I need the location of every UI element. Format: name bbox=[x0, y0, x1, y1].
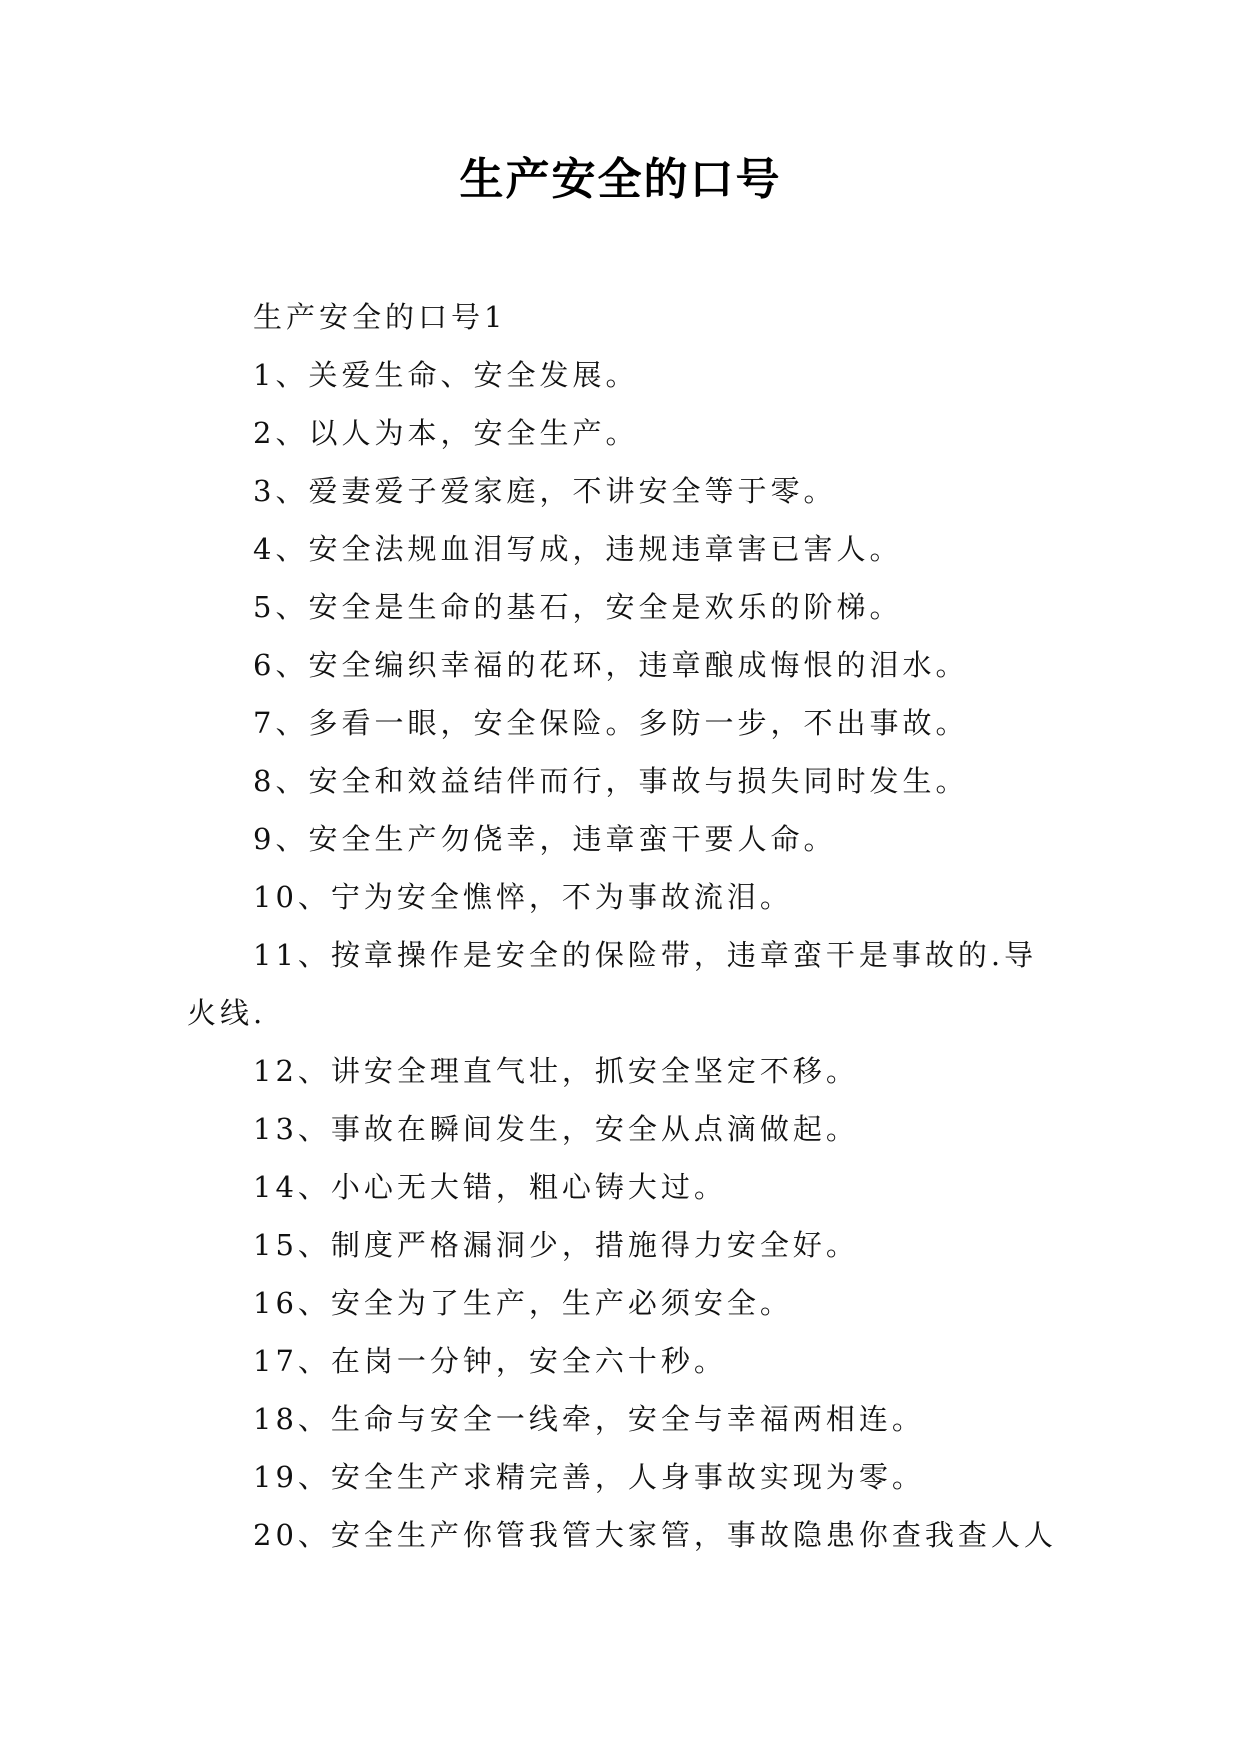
slogan-item: 20、安全生产你管我管大家管，事故隐患你查我查人人 bbox=[253, 1518, 1057, 1552]
slogan-item: 12、讲安全理直气壮，抓安全坚定不移。 bbox=[253, 1054, 859, 1088]
slogan-item: 5、安全是生命的基石，安全是欢乐的阶梯。 bbox=[253, 590, 903, 624]
slogan-item: 7、多看一眼，安全保险。多防一步，不出事故。 bbox=[253, 706, 969, 740]
slogan-item: 13、事故在瞬间发生，安全从点滴做起。 bbox=[253, 1112, 859, 1146]
slogan-item: 18、生命与安全一线牵，安全与幸福两相连。 bbox=[253, 1402, 925, 1436]
slogan-item: 2、以人为本，安全生产。 bbox=[253, 416, 639, 450]
slogan-item: 14、小心无大错，粗心铸大过。 bbox=[253, 1170, 727, 1204]
slogan-item: 15、制度严格漏洞少，措施得力安全好。 bbox=[253, 1228, 859, 1262]
slogan-item: 6、安全编织幸福的花环，违章酿成悔恨的泪水。 bbox=[253, 648, 969, 682]
slogan-item: 8、安全和效益结伴而行，事故与损失同时发生。 bbox=[253, 764, 969, 798]
slogan-item: 11、按章操作是安全的保险带，违章蛮干是事故的.导火线. bbox=[187, 938, 1038, 1030]
slogan-item: 4、安全法规血泪写成，违规违章害已害人。 bbox=[253, 532, 903, 566]
slogan-item: 1、关爱生命、安全发展。 bbox=[253, 358, 639, 392]
slogan-item: 9、安全生产勿侥幸，违章蛮干要人命。 bbox=[253, 822, 837, 856]
slogan-item: 16、安全为了生产，生产必须安全。 bbox=[253, 1286, 793, 1320]
section-heading: 生产安全的口号1 bbox=[253, 300, 507, 334]
slogan-item: 10、宁为安全憔悴，不为事故流泪。 bbox=[253, 880, 793, 914]
slogan-item: 19、安全生产求精完善，人身事故实现为零。 bbox=[253, 1460, 925, 1494]
slogan-item: 3、爱妻爱子爱家庭，不讲安全等于零。 bbox=[253, 474, 837, 508]
document-body bbox=[187, 288, 1057, 1564]
slogan-item: 17、在岗一分钟，安全六十秒。 bbox=[253, 1344, 727, 1378]
document-title: 生产安全的口号 bbox=[459, 154, 782, 205]
